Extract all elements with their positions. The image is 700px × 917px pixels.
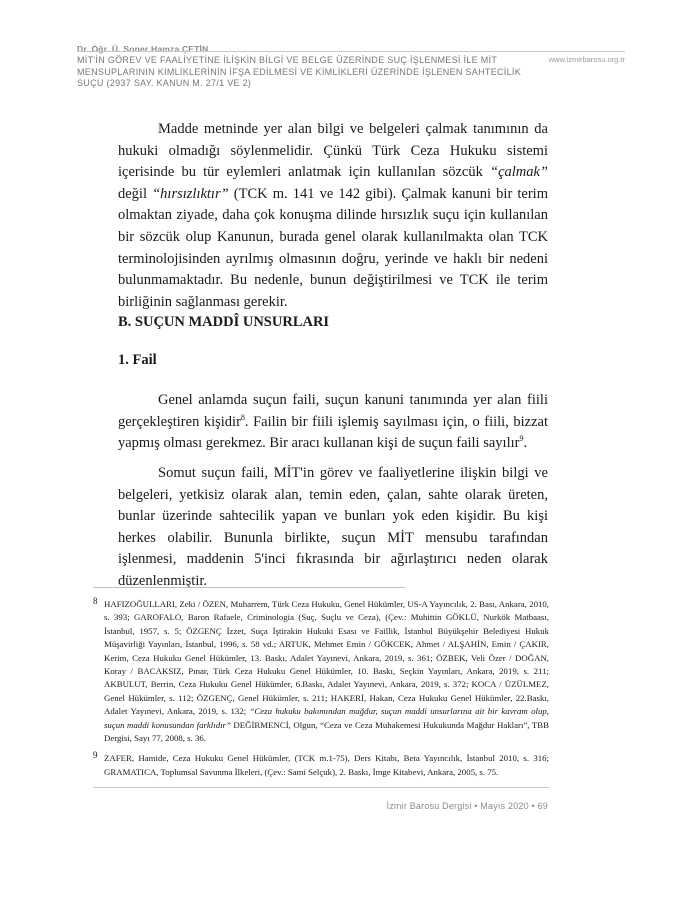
paragraph-1 — [118, 119, 548, 313]
footer-divider — [93, 787, 549, 788]
website-url: www.izmirbarosu.org.tr — [548, 55, 625, 64]
footnote-ref-8[interactable]: 8 — [240, 412, 245, 422]
footnote-8 — [93, 598, 549, 745]
footnote-number-9: 9 — [93, 750, 98, 761]
paragraph-2 — [118, 390, 548, 455]
footnote-number-8: 8 — [93, 596, 98, 606]
footnote-divider — [93, 587, 405, 588]
p1-text-c: değil — [118, 185, 153, 202]
p1-text-a: Madde metninde yer alan bilgi ve belgeleri çalmak tanımının da hukuki olmadığı söylenmelidir. Çünkü Türk Ceza Hukuku sistemi içerisinde bu tür eylemleri anlatmak için kullanılan sözcük — [118, 121, 548, 181]
footnotes — [93, 598, 549, 779]
p1-italic-calmak: “çalmak” — [490, 164, 548, 181]
page-header — [77, 44, 625, 88]
subsection-heading-fail: 1. Fail — [118, 352, 157, 368]
p2-text-b: . Failin bir fiili işlemiş sayılması için, o fiili, bizzat yapmış olması gerekmez. Bir aracı kullanan kişi de suçun faili sayılır — [118, 413, 548, 452]
p3-text: Somut suçun faili, MİT'in görev ve faaliyetlerine ilişkin bilgi ve belgeleri, yetkisiz olarak alan, temin eden, çalan, sahte olarak üreten, bunlar üzerinde sahtecilik yapan ve bunları yok eden kişidir. Bu kişi herkes olabilir. Bununla birlikte, suçun MİT mensubu tarafından işlenmesi, maddenin 5'inci fıkrasında bir ağırlaştırıcı neden olarak düzenlenmiştir. — [118, 465, 548, 589]
p1-text-e: (TCK m. 141 ve 142 gibi). Çalmak kanuni bir terim olmaktan ziyade, daha çok konuşma dilinde hırsızlık suçu için kullanılan bir sözcük olup Kanunun, burada genel olarak kullanılmakta olan TCK terminolojisinden ayrılmış olmasının doğru, yerinde ve haklı bir nedeni bulunmamaktadır. Bu nedenle, bunun değiştirilmesi ve TCK ile terim birliğinin sağlanması gerekir. — [118, 185, 548, 310]
footnote-8-text-a: HAFIZOĞULLARI, Zeki / ÖZEN, Muharrem, Türk Ceza Hukuku, Genel Hükümler, US-A Yayıncılık, 2. Bası, Ankara, 2010, s. 393; GAROFALO, Baron Rafaele, Criminologia (Suç, Suçlu ve Ceza), (Çev.: Muhittin GÖKLÜ, Nurkök Matbaası, İstanbul, 1957, s. 5; ÖZGENÇ İzzet, Suça İştirakin Hukuki Esası ve Faillik, İstanbul Büyükşehir Belediyesi Hukuk Müşavirliği Yayınları, İstanbul, 1996, s. 58 vd.; ARTUK, Mehmet Emin / GÖKCEK, Ahmet / ALŞAHİN, Emin / ÇAKIR, Kerim, Ceza Hukuku Genel Hükümler, 13. Baskı, Adalet Yayınevi, Ankara, 2019, s. 361; ÖZBEK, Veli Özer / DOĞAN, Koray / BACAKSIZ, Pınar, Türk Ceza Hukuku Genel Hükümler, 10. Baskı, Seçkin Yayınları, Ankara, 2019, s. 211; AKBULUT, Berrin, Ceza Hukuku Genel Hükümler, 6.Baskı, Adalet Yayınevi, Ankara, 2019, s. 372; KOCA / ÜZÜLMEZ, Genel Hükümler, s. 112; ÖZGENÇ, Genel Hükümler, s. 211; HAKERİ, Hakan, Ceza Hukuku Genel Hükümler, 22.Baskı, Adalet Yayınevi, Ankara, 2019, s. 132; — [104, 599, 549, 717]
footnote-ref-9[interactable]: 9 — [519, 434, 524, 444]
footnote-9-text: ZAFER, Hamide, Ceza Hukuku Genel Hükümler, (TCK m.1-75), Ders Kitabı, Beta Yayıncılık, İstanbul 2010, s. 316; GRAMATICA, Toplumsal Savunma İlkeleri, (Çev.: Sami Selçuk), 2. Baskı, İmge Kitabevi, Ankara, 2005, s. 75. — [104, 753, 549, 777]
p2-text-a: Genel anlamda suçun faili, suçun kanuni tanımında yer alan fiili gerçekleştiren kişidir — [118, 392, 548, 430]
paragraph-3 — [118, 463, 548, 593]
author-name: Dr. Öğr. Ü. Soner Hamza ÇETİN — [77, 44, 209, 54]
p2-text-c: . — [523, 435, 528, 452]
page-footer: İzmir Barosu Dergisi • Mayıs 2020 • 69 — [386, 801, 548, 811]
footnote-8-text-b: DEĞİRMENCİ, Olgun, “Ceza ve Ceza Muhakemesi Hukukunda Mağdur Hakları”, TBB Dergisi, Sayı 77, 2008, s. 36. — [104, 719, 549, 744]
footnote-8-quote: “Ceza hukuku bakımından mağdur, suçun maddi unsurlarına ait bir kavram olup, suçun maddi konusundan farklıdır” — [104, 706, 549, 730]
section-heading-b: B. SUÇUN MADDÎ UNSURLARI — [118, 314, 330, 330]
p1-italic-hirsizlik: “hırsızlıktır” — [152, 185, 229, 202]
header-divider — [77, 51, 625, 52]
footnote-9 — [93, 752, 549, 779]
running-title: MİT'İN GÖREV VE FAALİYETİNE İLİŞKİN BİLGİ VE BELGE ÜZERİNDE SUÇ İŞLENMESİ İLE MİT MENSUPLARININ KİMLİKLERİNİN İFŞA EDİLMESİ VE KİMLİKLERİ ÜZERİNDE İŞLENEN SAHTECİLİK SUÇU (2937 SAY. KANUN M. 27/1 VE 2) — [77, 55, 522, 88]
